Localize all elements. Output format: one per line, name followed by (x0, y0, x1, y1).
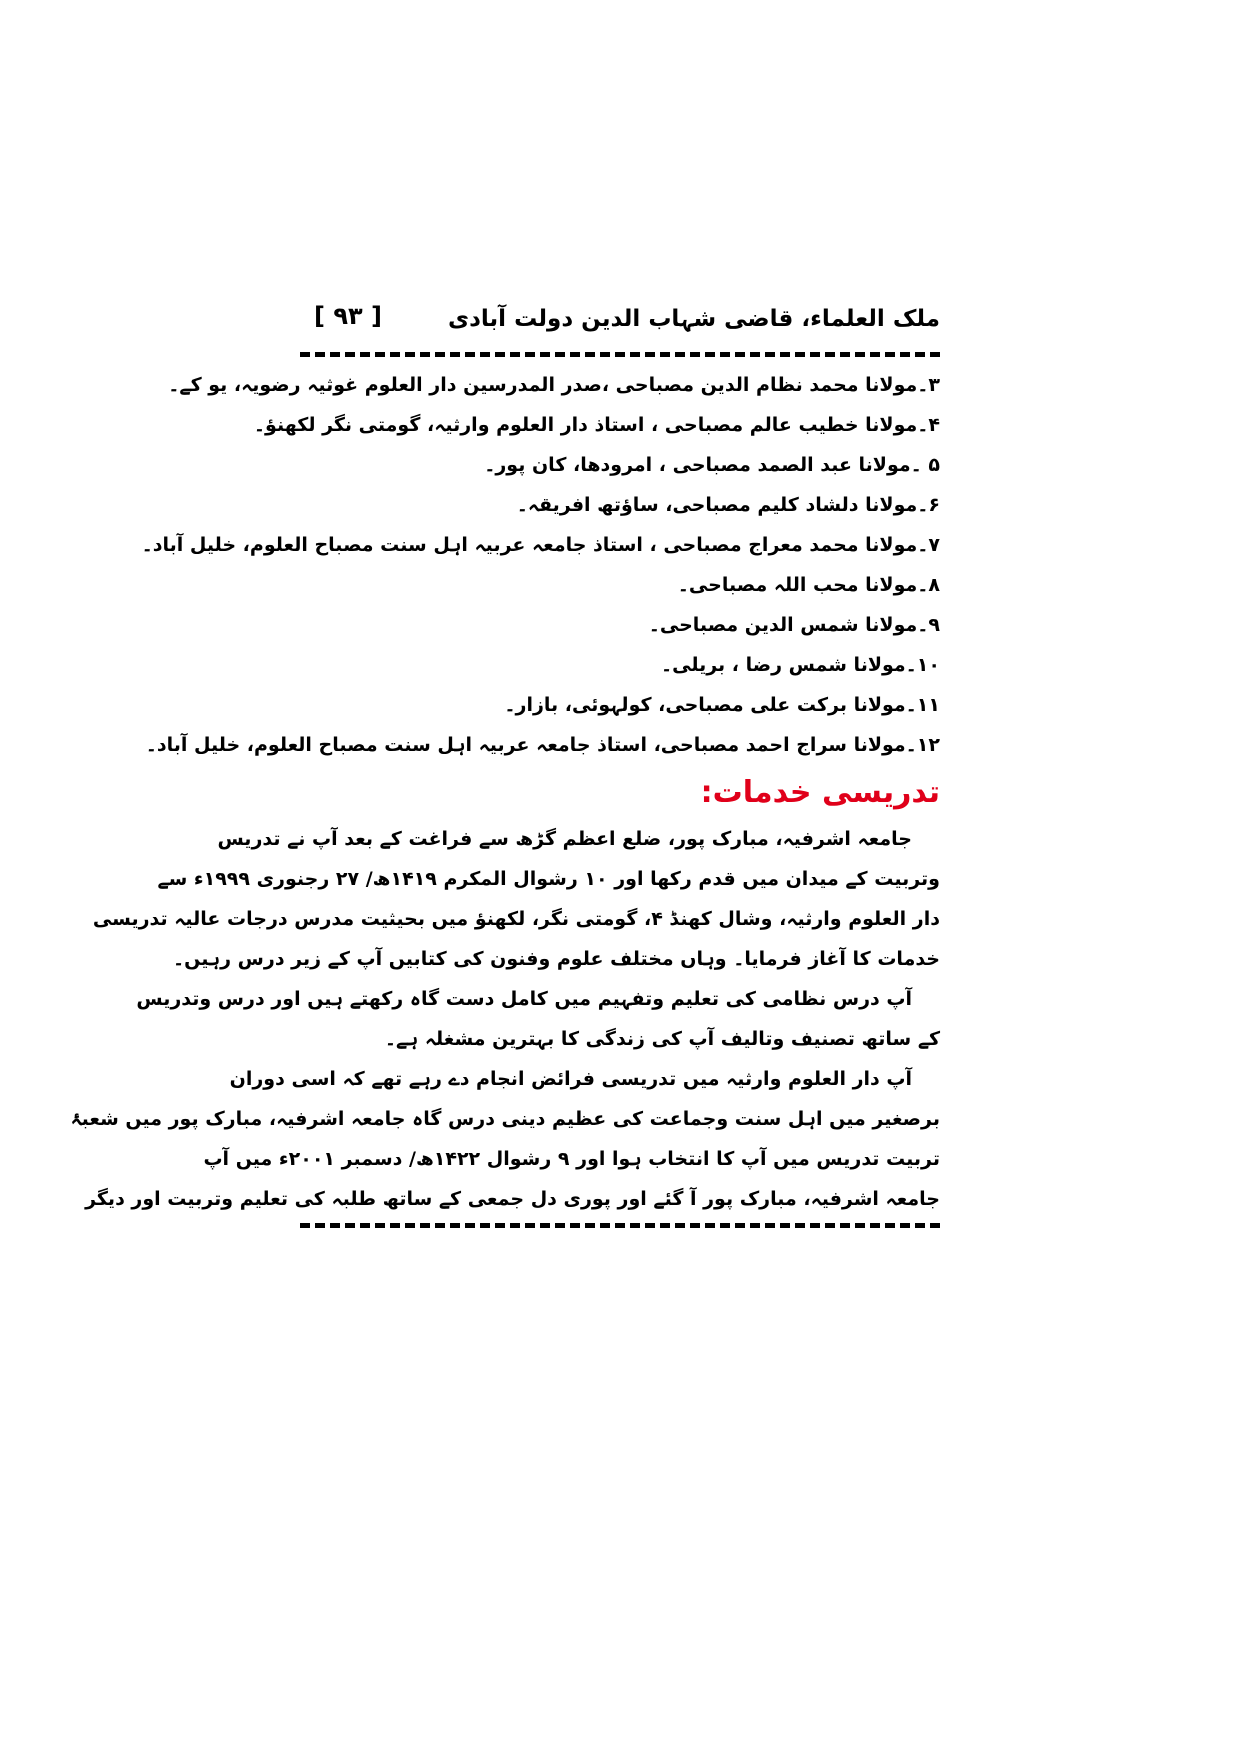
paragraph-line: جامعہ اشرفیہ، مبارک پور، ضلع اعظم گڑھ سے فراغت کے بعد آپ نے تدریس (217, 828, 912, 850)
list-item: ۶۔مولانا دلشاد کلیم مصباحی، ساؤتھ افریقہ۔ (516, 494, 940, 516)
list-item: ۸۔مولانا محب اللہ مصباحی۔ (677, 574, 940, 596)
students-list (141, 365, 940, 765)
book-page (70, 300, 940, 1228)
header-rule (300, 352, 940, 357)
list-item: ۱۱۔مولانا برکت علی مصباحی، کولہوئی، بازار۔ (504, 694, 940, 716)
paragraph-line: وتربیت کے میدان میں قدم رکھا اور ۱۰ رشوال المکرم ۱۴۱۹ھ/ ۲۷ رجنوری ۱۹۹۹ء سے (157, 868, 940, 890)
paragraph-line: آپ دار العلوم وارثیہ میں تدریسی فرائض انجام دے رہے تھے کہ اسی دوران (229, 1068, 912, 1090)
paragraph-line: کے ساتھ تصنیف وتالیف آپ کی زندگی کا بہترین مشغلہ ہے۔ (384, 1028, 940, 1050)
page-header (300, 300, 940, 350)
paragraph-line: آپ درس نظامی کی تعلیم وتفہیم میں کامل دست گاہ رکھتے ہیں اور درس وتدریس (136, 988, 912, 1010)
list-item: ۵ ۔مولانا عبد الصمد مصباحی ، امرودھا، کان پور۔ (484, 454, 940, 476)
list-item: ۱۲۔مولانا سراج احمد مصباحی، استاذ جامعہ عربیہ اہل سنت مصباح العلوم، خلیل آباد۔ (145, 734, 940, 756)
list-item: ۱۰۔مولانا شمس رضا ، بریلی۔ (660, 654, 940, 676)
list-item: ۷۔مولانا محمد معراج مصباحی ، استاذ جامعہ عربیہ اہل سنت مصباح العلوم، خلیل آباد۔ (141, 534, 940, 556)
paragraph-line: تربیت تدریس میں آپ کا انتخاب ہوا اور ۹ رشوال ۱۴۲۲ھ/ دسمبر ۲۰۰۱ء میں آپ (203, 1148, 940, 1170)
paragraph-line: جامعہ اشرفیہ، مبارک پور آ گئے اور پوری دل جمعی کے ساتھ طلبہ کی تعلیم وتربیت اور دیگر (85, 1188, 940, 1210)
paragraph-line: خدمات کا آغاز فرمایا۔ وہاں مختلف علوم وفنون کی کتابیں آپ کے زیر درس رہیں۔ (172, 948, 940, 970)
paragraph-line: برصغیر میں اہل سنت وجماعت کی عظیم دینی درس گاہ جامعہ اشرفیہ، مبارک پور میں شعبۂ (70, 1108, 940, 1130)
section-heading: تدریسی خدمات: (700, 775, 940, 810)
list-item: ۳۔مولانا محمد نظام الدین مصباحی ،صدر المدرسین دار العلوم غوثیہ رضویہ، یو کے۔ (168, 374, 940, 396)
page-number: [ ۹۳ ] (314, 302, 382, 330)
paragraph-1 (92, 819, 940, 979)
list-item: ۴۔مولانا خطیب عالم مصباحی ، استاذ دار العلوم وارثیہ، گومتی نگر لکھنؤ۔ (253, 414, 940, 436)
paragraph-line: دار العلوم وارثیہ، وشال کھنڈ ۴، گومتی نگر، لکھنؤ میں بحیثیت مدرس درجات عالیہ تدریسی (92, 908, 940, 930)
list-item: ۹۔مولانا شمس الدین مصباحی۔ (648, 614, 940, 636)
footer-rule (300, 1223, 940, 1228)
paragraph-3 (70, 1059, 940, 1219)
paragraph-2 (136, 979, 940, 1059)
running-title: ملک العلماء، قاضی شہاب الدین دولت آبادی (448, 306, 940, 332)
